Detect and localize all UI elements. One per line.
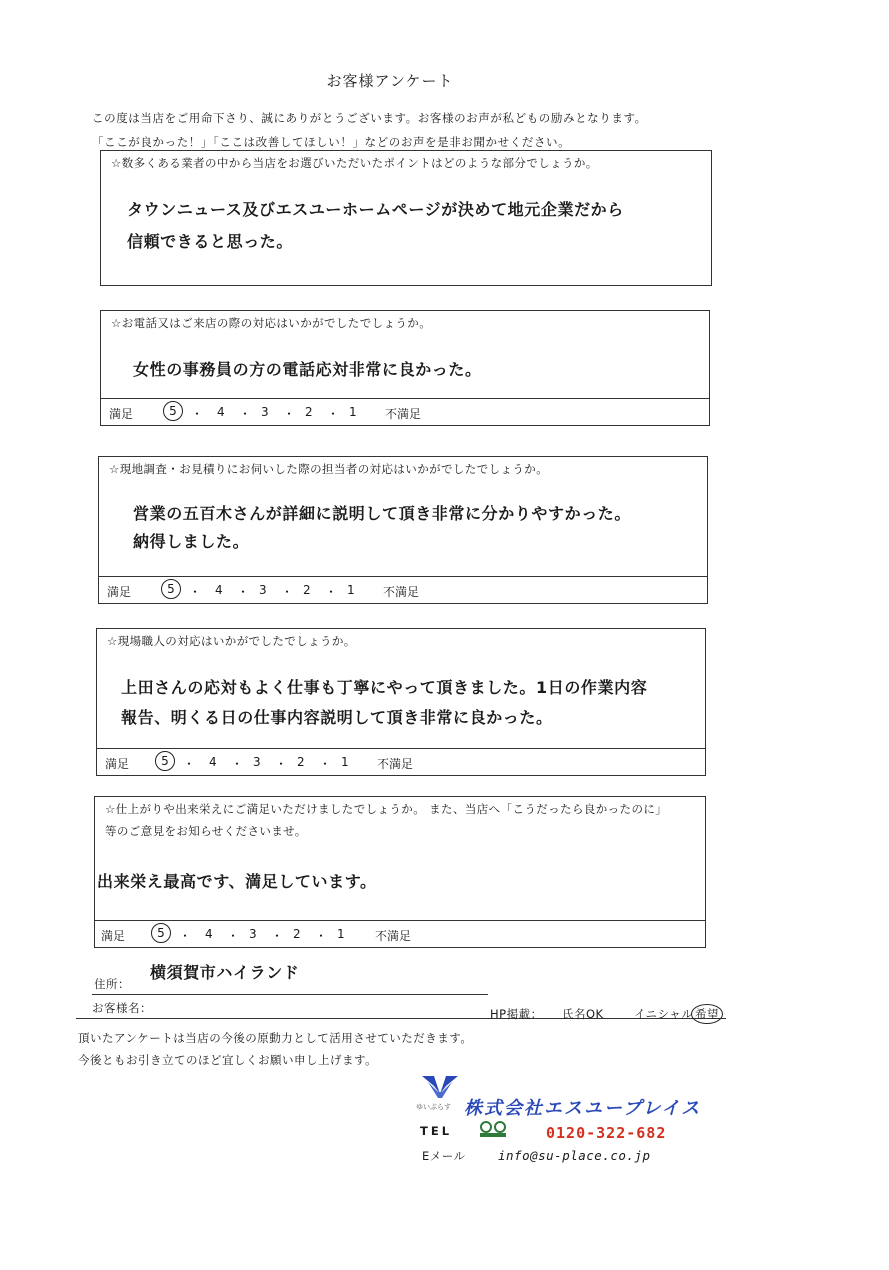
survey-section-3 [98, 456, 708, 604]
footer-line-1: 頂いたアンケートは当店の今後の原動力として活用させていただきます。 [78, 1031, 473, 1045]
logo-icon [420, 1072, 460, 1102]
answer-5-line-1: 出来栄え最高です、満足しています。 [97, 872, 377, 891]
answer-1-line-1: タウンニュース及びエスユーホームページが決めて地元企業だから [127, 200, 624, 219]
tel-label: TEL [420, 1124, 453, 1138]
rating-left-label: 満足 [105, 757, 130, 771]
address-underline [92, 994, 488, 995]
rating-right-label: 不満足 [385, 407, 422, 421]
rating-selected-circle: 5 [151, 923, 171, 943]
rating-row-5 [95, 920, 705, 947]
rating-separator: ・ [189, 585, 202, 599]
rating-separator: ・ [315, 929, 328, 943]
answer-2-line-1: 女性の事務員の方の電話応対非常に良かった。 [133, 360, 482, 379]
rating-separator: ・ [281, 585, 294, 599]
rating-value-4: 4 [209, 755, 217, 769]
rating-value-3: 3 [259, 583, 267, 597]
rating-value-4: 4 [217, 405, 225, 419]
rating-row-3 [99, 576, 707, 603]
answer-4-line-2: 報告、明くる日の仕事内容説明して頂き非常に良かった。 [121, 708, 553, 727]
rating-value-2: 2 [297, 755, 305, 769]
rating-selected-circle: 5 [163, 401, 183, 421]
rating-separator: ・ [327, 407, 340, 421]
company-phone[interactable]: 0120-322-682 [546, 1124, 667, 1142]
hp-option-name-ok: 氏名OK [562, 1007, 604, 1021]
rating-left-label: 満足 [101, 929, 126, 943]
answer-3-line-1: 営業の五百木さんが詳細に説明して頂き非常に分かりやすかった。 [133, 504, 632, 523]
survey-section-5 [94, 796, 706, 948]
company-name: 株式会社エスユープレイス [464, 1098, 702, 1119]
rating-row-4 [97, 748, 705, 775]
question-5-line-2: 等のご意見をお知らせくださいませ。 [105, 824, 307, 838]
rating-value-3: 3 [261, 405, 269, 419]
rating-row-2 [101, 398, 709, 425]
address-value: 横須賀市ハイランド [150, 963, 300, 982]
survey-section-1 [100, 150, 712, 286]
answer-4-line-1: 上田さんの応対もよく仕事も丁寧にやって頂きました。1日の作業内容 [121, 678, 648, 697]
question-3: ☆現地調査・お見積りにお伺いした際の担当者の対応はいかがでしたでしょうか。 [109, 462, 549, 476]
rating-value-2: 2 [293, 927, 301, 941]
rating-separator: ・ [183, 757, 196, 771]
rating-value-3: 3 [253, 755, 261, 769]
rating-right-label: 不満足 [383, 585, 420, 599]
rating-right-label: 不満足 [375, 929, 412, 943]
rating-value-1: 1 [341, 755, 349, 769]
company-email[interactable]: info@su-place.co.jp [498, 1148, 651, 1163]
rating-separator: ・ [237, 585, 250, 599]
question-1: ☆数多くある業者の中から当店をお選びいただいたポイントはどのような部分でしょうか。 [111, 156, 598, 170]
rating-value-4: 4 [205, 927, 213, 941]
intro-line-2: 「ここが良かった！」「ここは改善してほしい！」などのお声を是非お聞かせください。 [92, 135, 571, 149]
rating-separator: ・ [275, 757, 288, 771]
rating-separator: ・ [179, 929, 192, 943]
rating-value-3: 3 [249, 927, 257, 941]
hp-option-wish-circled: 希望 [691, 1004, 723, 1024]
rating-separator: ・ [239, 407, 252, 421]
rating-separator: ・ [231, 757, 244, 771]
rating-separator: ・ [227, 929, 240, 943]
rating-separator: ・ [271, 929, 284, 943]
answer-3-line-2: 納得しました。 [133, 532, 250, 551]
rating-selected-circle: 5 [161, 579, 181, 599]
email-label: Eメール [422, 1149, 466, 1163]
rating-separator: ・ [191, 407, 204, 421]
company-logo [420, 1072, 460, 1102]
address-label: 住所： [94, 977, 130, 991]
rating-separator: ・ [325, 585, 338, 599]
logo-small-text: ゆいぷらす [416, 1103, 451, 1111]
rating-value-1: 1 [337, 927, 345, 941]
freedial-icon-svg [478, 1120, 508, 1138]
rating-left-label: 満足 [109, 407, 134, 421]
customer-name-label: お客様名： [92, 1001, 152, 1015]
rating-selected-circle: 5 [155, 751, 175, 771]
question-2: ☆お電話又はご来店の際の対応はいかがでしたでしょうか。 [111, 316, 432, 330]
rating-value-2: 2 [303, 583, 311, 597]
hp-listing-label: HP掲載： [490, 1007, 543, 1021]
rating-separator: ・ [319, 757, 332, 771]
rating-right-label: 不満足 [377, 757, 414, 771]
survey-section-2 [100, 310, 710, 426]
question-4: ☆現場職人の対応はいかがでしたでしょうか。 [107, 634, 356, 648]
rating-left-label: 満足 [107, 585, 132, 599]
rating-value-1: 1 [349, 405, 357, 419]
rating-value-2: 2 [305, 405, 313, 419]
rating-value-4: 4 [215, 583, 223, 597]
customer-name-underline [76, 1018, 726, 1019]
survey-section-4 [96, 628, 706, 776]
rating-value-1: 1 [347, 583, 355, 597]
footer-line-2: 今後ともお引き立てのほど宜しくお願い申し上げます。 [78, 1053, 378, 1067]
page-title: お客様アンケート [326, 72, 454, 90]
freedial-icon [478, 1120, 508, 1138]
answer-1-line-2: 信頼できると思った。 [127, 232, 294, 251]
rating-separator: ・ [283, 407, 296, 421]
intro-line-1: この度は当店をご用命下さり、誠にありがとうございます。お客様のお声が私どもの励みとなります。 [92, 111, 647, 125]
question-5-line-1: ☆仕上がりや出来栄えにご満足いただけましたでしょうか。 また、当店へ「こうだったら良かったのに」 [105, 802, 668, 816]
hp-option-initial: イニシャル [634, 1007, 694, 1021]
